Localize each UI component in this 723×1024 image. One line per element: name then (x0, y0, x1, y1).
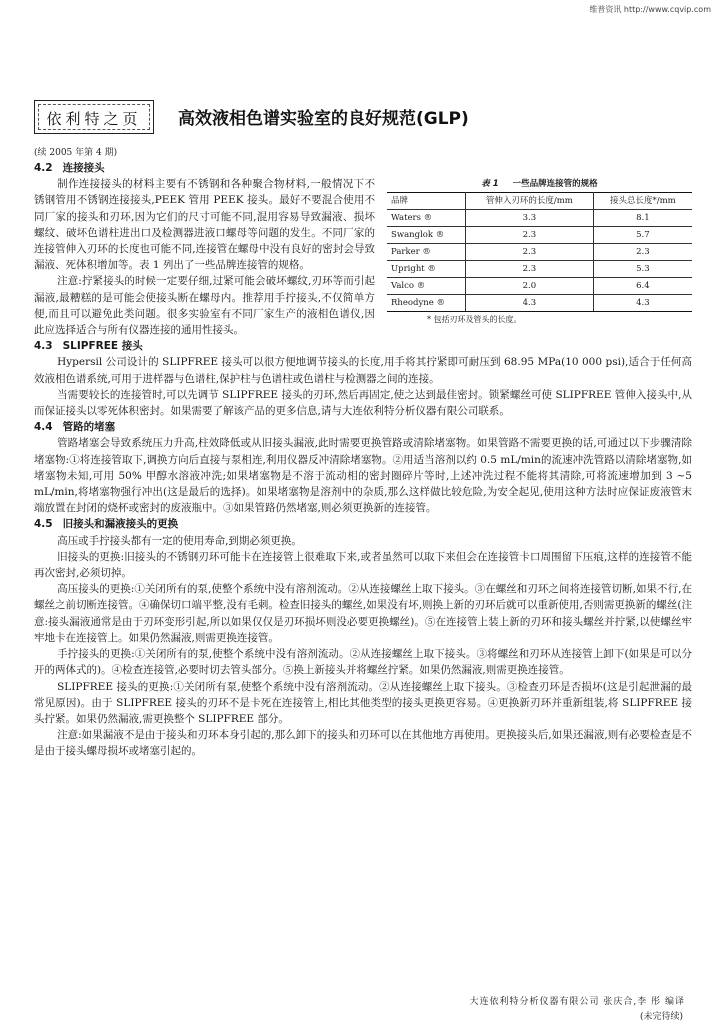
watermark: 维普资讯 http://www.cqvip.com (589, 5, 711, 14)
section-title: SLIPFREE 接头 (62, 340, 143, 353)
table-cell: Valco ® (387, 278, 466, 295)
translator-credit: 大连依利特分析仪器有限公司 张庆合,李 彤 编译 (469, 997, 685, 1007)
section-heading-4-2 (34, 160, 692, 176)
table-cell: Parker ® (387, 244, 466, 261)
table-header-cell: 管伸入刃环的长度/mm (466, 193, 594, 210)
table-row (387, 295, 692, 312)
table-cell: Rheodyne ® (387, 295, 466, 312)
table-header-cell: 接头总长度*/mm (593, 193, 692, 210)
table-cell: Swanglok ® (387, 227, 466, 244)
section-heading-4-3 (34, 338, 692, 354)
table-cell: Waters ® (387, 210, 466, 227)
section-heading-4-5 (34, 516, 692, 532)
table-number: 表 1 (481, 179, 499, 190)
table-cell: 4.3 (593, 295, 692, 312)
table-cell: 6.4 (593, 278, 692, 295)
paragraph: 管路堵塞会导致系统压力升高,柱效降低或从旧接头漏液,此时需要更换管路或清除堵塞物。如果管路不需要更换的话,可通过以下步骤清除堵塞物:①将连接管取下,调换方向后直接与泵相连,利用仪器反冲清除堵塞物。②用适当溶剂以约 0.5 mL/min的流速冲洗管路以清除堵塞物,如堵塞物未知,可用 50% 甲醇水溶液冲洗;如果堵塞物是不溶于流动相的密封圈碎片等时,上述冲洗过程不能将其清除,可将流速增加到 3 ~5 mL/min,将堵塞物强行冲出(这是最后的选择)。如果堵塞物是溶剂中的杂质,那么这样做比较危险,为安全起见,使用这种方法时应保证废液管末端放置在封闭的烧杯或密封的废液瓶中。③如果管路仍然堵塞,则必须更换新的连接管。 (34, 437, 692, 515)
section-heading-4-4 (34, 419, 692, 435)
column-name: 依利特之页 (46, 110, 142, 128)
table-row (387, 244, 692, 261)
article-header (34, 100, 694, 140)
paragraph: 高压接头的更换:①关闭所有的泵,使整个系统中没有溶剂流动。②从连接螺丝上取下接头。③在螺丝和刃环之间将连接管切断,如果不行,在螺丝之前切断连接管。④确保切口端平整,没有毛刺。检查旧接头的螺丝,如果没有坏,则换上新的刃环后就可以重新使用,否则需更换新的螺丝(注意:接头漏液通常是由于刃环变形引起,所以如果仅仅是刃环损坏则没必要更换螺丝)。⑤在连接管上装上新的刃环和接头螺丝并拧紧,以使螺丝牢牢地卡在连接管上。如果仍然漏液,则需更换连接管。 (34, 583, 692, 644)
section-title: 旧接头和漏液接头的更换 (62, 518, 179, 531)
table-footnote: * 包括刃环及管头的长度。 (427, 315, 522, 325)
continued-note: (续 2005 年第 4 期) (34, 148, 118, 158)
paragraph: 旧接头的更换:旧接头的不锈钢刃环可能卡在连接管上很难取下来,或者虽然可以取下来但会在连接管卡口周围留下压痕,这样的连接管不能再次密封,必须切掉。 (34, 550, 692, 580)
section-title: 管路的堵塞 (62, 421, 116, 434)
spec-table-block (387, 178, 692, 326)
table-row (387, 261, 692, 278)
paragraph: 当需要较长的连接管时,可以先调节 SLIPFREE 接头的刃环,然后再固定,使之达到最佳密封。锁紧螺丝可使 SLIPFREE 管伸入接头中,从而保证接头以零死体积密封。如果需要了解该产品的更多信息,请与大连依利特分析仪器有限公司联系。 (34, 388, 692, 418)
section-number: 4.5 (34, 518, 53, 531)
table-cell: 2.3 (466, 227, 594, 244)
table-cell: 5.7 (593, 227, 692, 244)
section-title: 连接接头 (62, 162, 105, 174)
table-header-cell: 品牌 (387, 193, 466, 210)
table-cell: 3.3 (466, 210, 594, 227)
table-cell: 4.3 (466, 295, 594, 312)
article-title: 高效液相色谱实验室的良好规范(GLP) (178, 109, 469, 129)
paragraph: 高压或手拧接头都有一定的使用寿命,到期必须更换。 (57, 534, 302, 547)
column-badge (34, 100, 154, 134)
paragraph: 注意:拧紧接头的时候一定要仔细,过紧可能会破坏螺纹,刃环等而引起漏液,最糟糕的是可能会使接头断在螺母内。推荐用手拧接头,不仅简单方便,而且可以避免此类问题。很多实验室有不同厂家生产的液相色谱仪,因此应选择适合与所有仪器连接的通用性接头。 (34, 275, 375, 337)
table-cell: 8.1 (593, 210, 692, 227)
table-row (387, 227, 692, 244)
section-number: 4.4 (34, 421, 53, 434)
paragraph: 注意:如果漏液不是由于接头和刃环本身引起的,那么卸下的接头和刃环可以在其他地方再使用。更换接头后,如果还漏液,则有必要检查是不是由于接头螺母损坏或堵塞引起的。 (34, 729, 692, 758)
table-cell: Upright ® (387, 261, 466, 278)
article-body (34, 160, 692, 760)
table-cell: 2.3 (466, 261, 594, 278)
table-header-row (387, 193, 692, 210)
table-row (387, 278, 692, 295)
table-cell: 2.3 (466, 244, 594, 261)
table-cell: 5.3 (593, 261, 692, 278)
table-row (387, 210, 692, 227)
section-number: 4.3 (34, 340, 53, 353)
to-be-continued: (未完待续) (639, 1012, 683, 1022)
table-caption (387, 178, 692, 190)
section-number: 4.2 (34, 162, 53, 174)
spec-table (387, 192, 692, 312)
table-cell: 2.0 (466, 278, 594, 295)
paragraph: Hypersil 公司设计的 SLIPFREE 接头可以很方便地调节接头的长度,用手将其拧紧即可耐压到 68.95 MPa(10 000 psi),适合于任何高效液相色谱系统,可用于进样器与色谱柱,保护柱与色谱柱或色谱柱与检测器之间的连接。 (34, 356, 692, 385)
table-cell: 2.3 (593, 244, 692, 261)
table-title: 一些品牌连接管的规格 (512, 179, 598, 190)
paragraph: 手拧接头的更换:①关闭所有的泵,使整个系统中没有溶剂流动。②从连接螺丝上取下接头。③将螺丝和刃环从连接管上卸下(如果是可以分开的两体式的)。④检查连接管,必要时切去管头部分。⑤换上新接头并将螺丝拧紧。如果仍然漏液,则需更换连接管。 (34, 648, 692, 677)
paragraph: 制作连接接头的材料主要有不锈钢和各种聚合物材料,一般情况下不锈钢管用不锈钢连接接头,PEEK 管用 PEEK 接头。最好不要混合使用不同厂家的接头和刃环,因为它们的尺寸可能不同,混用容易导致漏液、损坏螺纹、破坏色谱柱进出口及检测器进液口螺母等问题的发生。不同厂家的连接管伸入刃环的长度也可能不同,连接管在螺母中没有良好的密封会导致漏液、死体积增加等。表 1 列出了一些品牌连接管的规格。 (34, 178, 375, 272)
paragraph: SLIPFREE 接头的更换:①关闭所有泵,使整个系统中没有溶剂流动。②从连接螺丝上取下接头。③检查刃环是否损坏(这是引起泄漏的最常见原因)。由于 SLIPFREE 接头的刃环不是卡死在连接管上,相比其他类型的接头更换更容易。④更换新刃环并重新组装,将 SLIPFREE 接头拧紧。如果仍然漏液,需更换整个 SLIPFREE 部分。 (34, 680, 692, 725)
